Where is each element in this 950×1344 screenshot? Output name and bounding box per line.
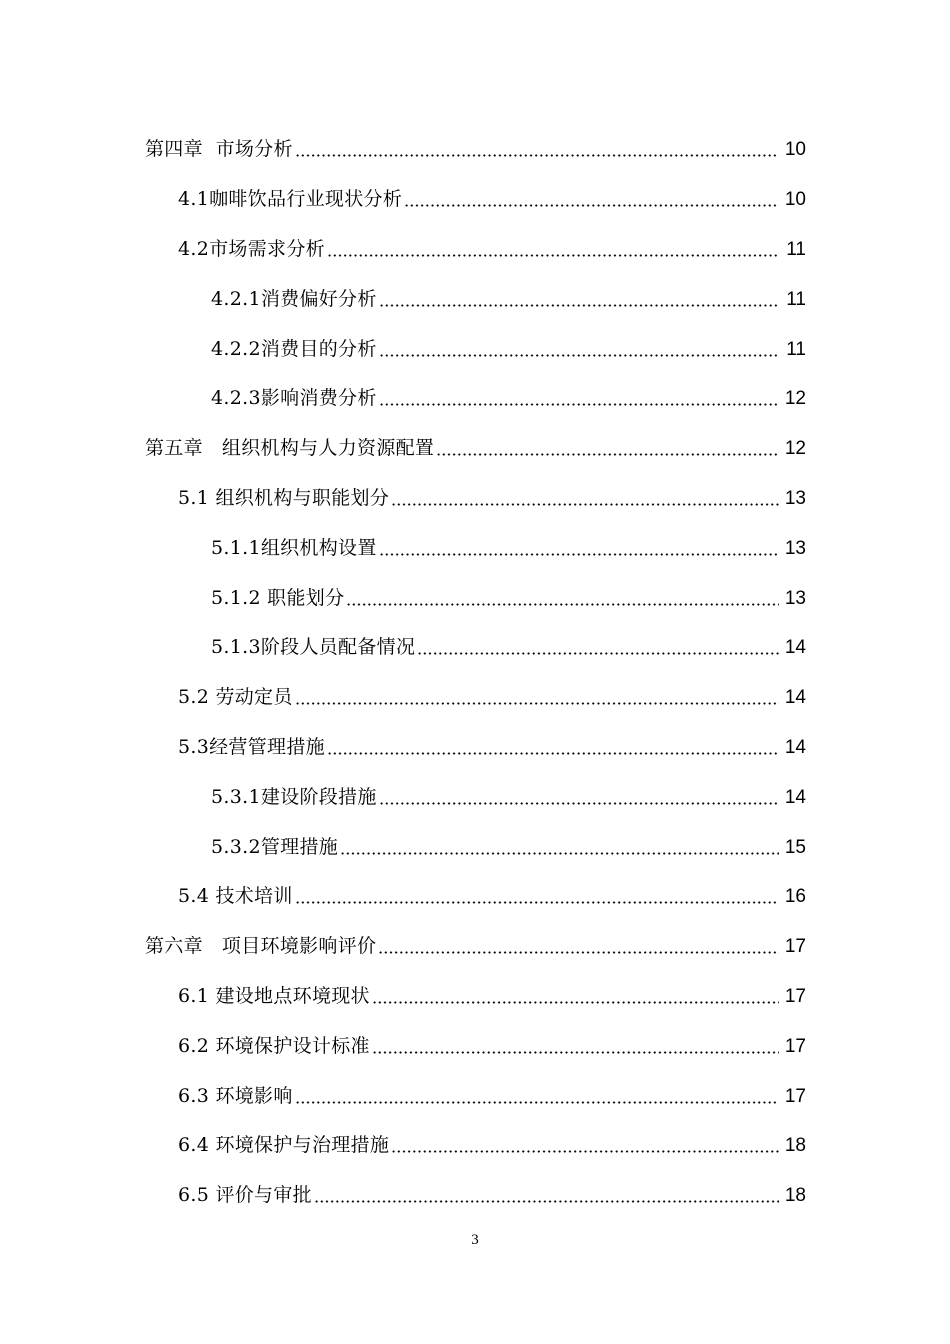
toc-entry-page: 11	[786, 238, 806, 260]
toc-entry[interactable]	[0, 673, 806, 723]
toc-entry-title: 6.2 环境保护设计标准	[178, 1034, 370, 1057]
toc-entry-title: 第六章 项目环境影响评价	[145, 935, 377, 958]
toc-entry[interactable]	[0, 922, 806, 972]
toc-entry[interactable]	[0, 573, 806, 623]
toc-entry-page: 16	[784, 886, 806, 908]
toc-entry-title: 4.2市场需求分析	[178, 237, 325, 260]
toc-entry[interactable]	[0, 872, 806, 922]
toc-dot-leader	[379, 340, 779, 359]
page-number: 3	[471, 1232, 479, 1248]
toc-entry-title: 4.2.2消费目的分析	[211, 337, 377, 360]
toc-dot-leader	[391, 1136, 779, 1155]
toc-entry[interactable]	[0, 1171, 806, 1221]
toc-dot-leader	[417, 638, 779, 657]
toc-dot-leader	[346, 589, 779, 608]
toc-dot-leader	[372, 1037, 779, 1056]
toc-entry-title: 5.1.3阶段人员配备情况	[211, 636, 416, 659]
toc-dot-leader	[327, 738, 779, 757]
toc-entry-title: 6.4 环境保护与治理措施	[178, 1134, 390, 1157]
toc-entry[interactable]	[0, 623, 806, 673]
toc-dot-leader	[295, 1087, 779, 1106]
toc-dot-leader	[340, 838, 779, 857]
toc-entry[interactable]	[0, 1021, 806, 1071]
toc-entry-page: 18	[784, 1135, 806, 1157]
toc-dot-leader	[314, 1186, 779, 1205]
toc-dot-leader	[327, 240, 779, 259]
toc-entry-page: 13	[784, 487, 806, 509]
toc-dot-leader	[379, 788, 779, 807]
toc-entry[interactable]	[0, 972, 806, 1022]
toc-entry-title: 第五章 组织机构与人力资源配置	[145, 437, 435, 460]
toc-entry-page: 10	[784, 189, 806, 211]
toc-entry[interactable]	[0, 324, 806, 374]
toc-entry-page: 11	[786, 288, 806, 310]
toc-entry[interactable]	[0, 125, 806, 175]
toc-entry-title: 5.1.2 职能划分	[211, 586, 345, 609]
toc-entry-title: 6.5 评价与审批	[178, 1184, 312, 1207]
toc-dot-leader	[378, 937, 779, 956]
toc-entry[interactable]	[0, 723, 806, 773]
toc-entry-title: 5.1 组织机构与职能划分	[178, 486, 390, 509]
toc-dot-leader	[379, 389, 779, 408]
toc-entry-page: 17	[784, 936, 806, 958]
toc-dot-leader	[379, 290, 779, 309]
toc-entry[interactable]	[0, 772, 806, 822]
toc-entry[interactable]	[0, 1071, 806, 1121]
toc-entry[interactable]	[0, 1121, 806, 1171]
toc-entry-title: 5.3.2管理措施	[211, 835, 339, 858]
toc-dot-leader	[379, 539, 779, 558]
toc-entry-title: 6.1 建设地点环境现状	[178, 984, 370, 1007]
toc-dot-leader	[295, 688, 779, 707]
toc-entry[interactable]	[0, 523, 806, 573]
toc-entry-page: 18	[784, 1185, 806, 1207]
toc-entry-title: 4.2.3影响消费分析	[211, 387, 377, 410]
toc-dot-leader	[404, 190, 779, 209]
toc-entry-title: 5.2 劳动定员	[178, 686, 293, 709]
toc-entry-page: 14	[784, 736, 806, 758]
toc-entry-title: 6.3 环境影响	[178, 1084, 293, 1107]
toc-dot-leader	[372, 987, 779, 1006]
toc-entry[interactable]	[0, 175, 806, 225]
table-of-contents	[0, 125, 950, 1221]
toc-entry[interactable]	[0, 474, 806, 524]
toc-entry-page: 15	[784, 836, 806, 858]
toc-entry-page: 17	[784, 1035, 806, 1057]
toc-entry[interactable]	[0, 374, 806, 424]
toc-entry-title: 5.3经营管理措施	[178, 735, 325, 758]
toc-entry-page: 12	[784, 388, 806, 410]
toc-entry-title: 5.3.1建设阶段措施	[211, 785, 377, 808]
toc-entry-title: 5.4 技术培训	[178, 885, 293, 908]
toc-dot-leader	[436, 439, 779, 458]
toc-entry-page: 14	[784, 637, 806, 659]
toc-entry-title: 5.1.1组织机构设置	[211, 536, 377, 559]
toc-entry-title: 4.1咖啡饮品行业现状分析	[178, 188, 403, 211]
toc-entry-page: 10	[784, 139, 806, 161]
toc-dot-leader	[391, 489, 779, 508]
toc-entry-page: 14	[784, 786, 806, 808]
toc-entry-page: 13	[784, 587, 806, 609]
toc-entry-page: 11	[786, 338, 806, 360]
toc-entry[interactable]	[0, 424, 806, 474]
toc-dot-leader	[295, 140, 779, 159]
toc-entry-page: 14	[784, 687, 806, 709]
toc-entry-page: 13	[784, 537, 806, 559]
toc-entry-title: 第四章 市场分析	[145, 138, 293, 161]
toc-entry[interactable]	[0, 274, 806, 324]
toc-entry-title: 4.2.1消费偏好分析	[211, 287, 377, 310]
toc-entry[interactable]	[0, 822, 806, 872]
toc-entry[interactable]	[0, 225, 806, 275]
toc-dot-leader	[295, 887, 779, 906]
toc-entry-page: 17	[784, 985, 806, 1007]
toc-entry-page: 17	[784, 1085, 806, 1107]
toc-entry-page: 12	[784, 438, 806, 460]
